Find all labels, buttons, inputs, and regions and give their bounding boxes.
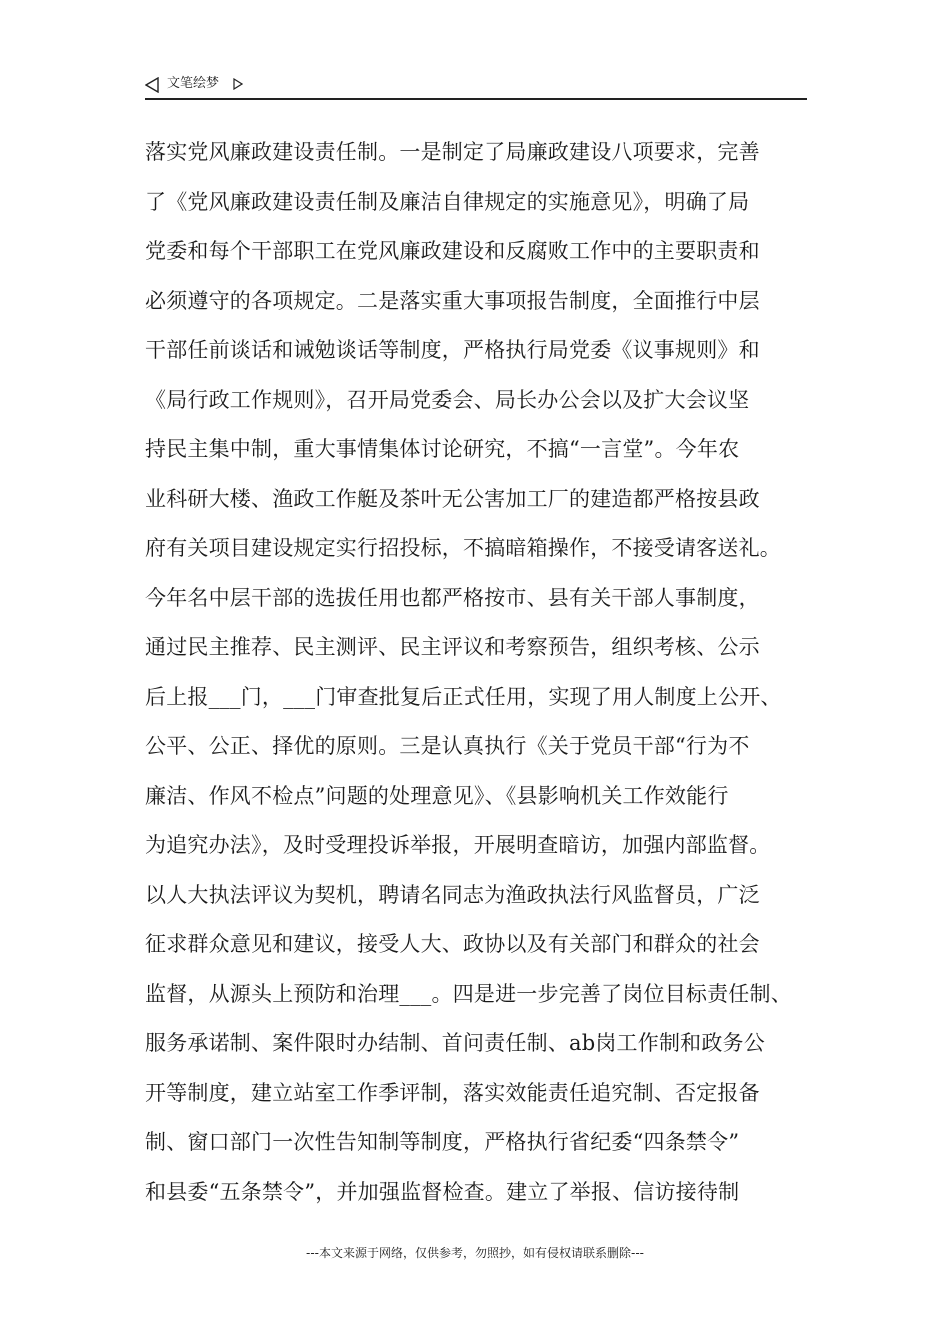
header-brand: 文笔绘梦 [167, 76, 220, 91]
body-line: 服务承诺制、案件限时办结制、首问责任制、ab岗工作制和政务公 [145, 1031, 765, 1055]
body-line: 党委和每个干部职工在党风廉政建设和反腐败工作中的主要职责和 [145, 239, 760, 263]
body-line: 公平、公正、择优的原则。三是认真执行《关于党员干部“行为不 [145, 734, 750, 758]
body-line: 必须遵守的各项规定。二是落实重大事项报告制度，全面推行中层 [145, 288, 760, 313]
body-line: 了《党风廉政建设责任制及廉洁自律规定的实施意见》，明确了局 [145, 189, 750, 214]
body-line: 府有关项目建设规定实行招投标，不搞暗箱操作，不接受请客送礼。 [145, 536, 781, 560]
body-line: 监督，从源头上预防和治理___。四是进一步完善了岗位目标责任制、 [145, 981, 792, 1006]
triangle-left-icon [145, 77, 159, 93]
triangle-right-icon [233, 78, 243, 90]
body-line: 业科研大楼、渔政工作艇及茶叶无公害加工厂的建造都严格按县政 [145, 486, 760, 511]
body-line: 持民主集中制，重大事情集体讨论研究，不搞“一言堂”。今年农 [145, 437, 740, 461]
body-line: 干部任前谈话和诫勉谈话等制度，严格执行局党委《议事规则》和 [145, 338, 760, 362]
body-line: 制、窗口部门一次性告知制等制度，严格执行省纪委“四条禁令” [145, 1130, 740, 1154]
body-line: 《局行政工作规则》，召开局党委会、局长办公会以及扩大会议坚 [145, 387, 750, 412]
body-line: 廉洁、作风不检点”问题的处理意见》、《县影响机关工作效能行 [145, 783, 729, 808]
body-line: 为追究办法》，及时受理投诉举报，开展明查暗访，加强内部监督。 [145, 833, 771, 857]
body-line: 以人大执法评议为契机，聘请名同志为渔政执法行风监督员，广泛 [145, 882, 760, 907]
body-line: 今年名中层干部的选拔任用也都严格按市、县有关干部人事制度， [145, 585, 760, 610]
body-line: 和县委“五条禁令”，并加强监督检查。建立了举报、信访接待制 [145, 1179, 740, 1204]
body-line: 后上报___门，___门审查批复后正式任用，实现了用人制度上公开、 [145, 684, 782, 709]
body-line: 开等制度，建立站室工作季评制，落实效能责任追究制、否定报备 [145, 1080, 760, 1105]
page-footer: ---本文来源于网络，仅供参考，勿照抄，如有侵权请联系删除--- [306, 1246, 644, 1260]
body-line: 征求群众意见和建议，接受人大、政协以及有关部门和群众的社会 [145, 932, 760, 956]
body-line: 落实党风廉政建设责任制。一是制定了局廉政建设八项要求，完善 [145, 140, 760, 164]
page-header [145, 74, 807, 100]
body-line: 通过民主推荐、民主测评、民主评议和考察预告，组织考核、公示 [145, 635, 760, 659]
document-body [145, 128, 813, 1217]
